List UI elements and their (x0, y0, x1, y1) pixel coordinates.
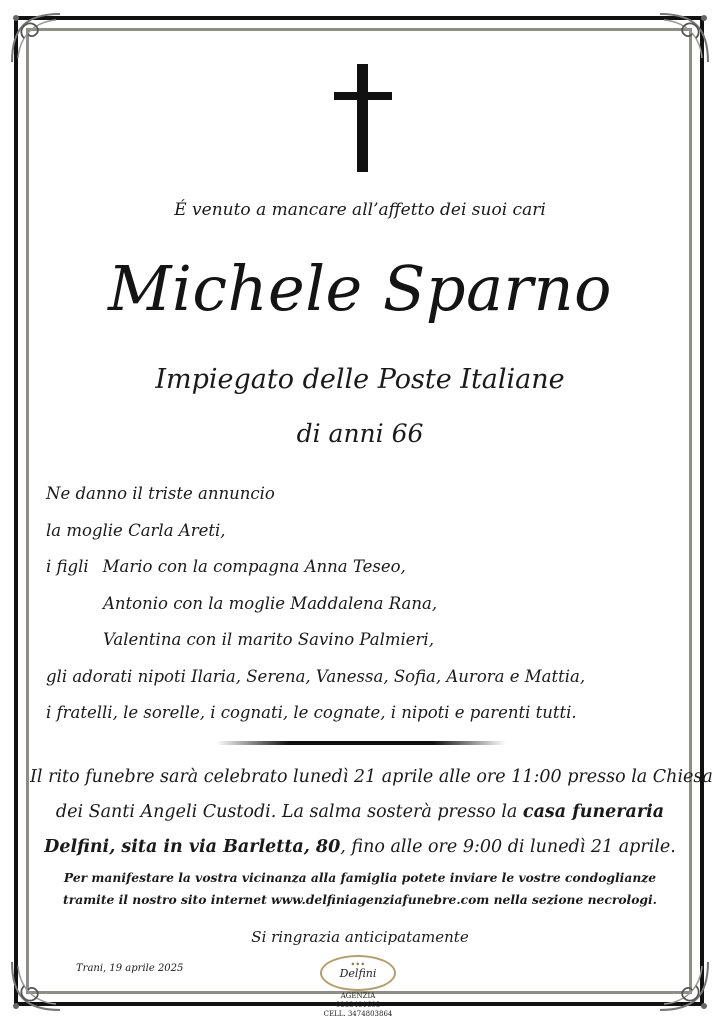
agency-contacts (318, 992, 398, 1019)
corner-ornament-icon (6, 8, 66, 68)
family-line: Ne danno il triste annuncio (46, 484, 275, 503)
family-line: la moglie Carla Areti, (46, 520, 226, 540)
divider (216, 741, 506, 745)
corner-ornament-icon (6, 956, 66, 1016)
condolence-note (30, 868, 690, 912)
agency-logo: ◆ ◆ ◆ Delfini (320, 955, 396, 991)
intro-text: É venuto a mancare all’affetto dei suoi cari (174, 200, 546, 220)
note-line: tramite il nostro sito internet www.delfiniagenziafunebre.com nella sezione necrologi. (63, 892, 657, 907)
rite-line: dei Santi Angeli Custodi. La salma sosterà presso la casa funeraria (55, 802, 665, 822)
funeral-home-address: Delfini, sita in via Barletta, 80 (44, 837, 341, 857)
family-line: Valentina con il marito Savino Palmieri, (103, 630, 434, 649)
rite-line: Delfini, sita in via Barletta, 80, fino alle ore 9:00 di lunedì 21 aprile. (44, 837, 676, 857)
date-text: Trani, 19 aprile 2025 (76, 963, 184, 974)
family-line: gli adorati nipoti Ilaria, Serena, Vanessa, Sofia, Aurora e Mattia, (46, 666, 586, 686)
agency-phone: AGENZIA 0883481608 (335, 992, 381, 1009)
corner-ornament-icon (654, 8, 714, 68)
rite-line: Il rito funebre sarà celebrato lunedì 21 aprile alle ore 11:00 presso la Chiesa (30, 767, 713, 787)
corner-ornament-icon (654, 956, 714, 1016)
children-label: i figli (46, 557, 89, 576)
cross-icon (334, 64, 392, 172)
family-line (46, 553, 686, 590)
note-line: Per manifestare la vostra vicinanza alla famiglia potete inviare le vostre condoglianze (63, 870, 657, 885)
thanks-text: Si ringrazia anticipatamente (251, 928, 469, 946)
child-name: Mario con la compagna Anna Teseo, (102, 557, 406, 576)
deceased-name: Michele Sparno (108, 252, 612, 325)
family-announcement (46, 480, 686, 736)
deceased-age: di anni 66 (296, 419, 424, 448)
funeral-rite-info (30, 762, 713, 867)
family-line: Antonio con la moglie Maddalena Rana, (103, 593, 438, 613)
agency-cell: CELL. 3474803864 (323, 1010, 393, 1018)
funeral-home-label: casa funeraria (522, 802, 665, 822)
family-line: i fratelli, le sorelle, i cognati, le cognate, i nipoti e parenti tutti. (46, 703, 577, 722)
agency-brand: Delfini (339, 967, 377, 980)
deceased-role: Impiegato delle Poste Italiane (155, 364, 565, 395)
